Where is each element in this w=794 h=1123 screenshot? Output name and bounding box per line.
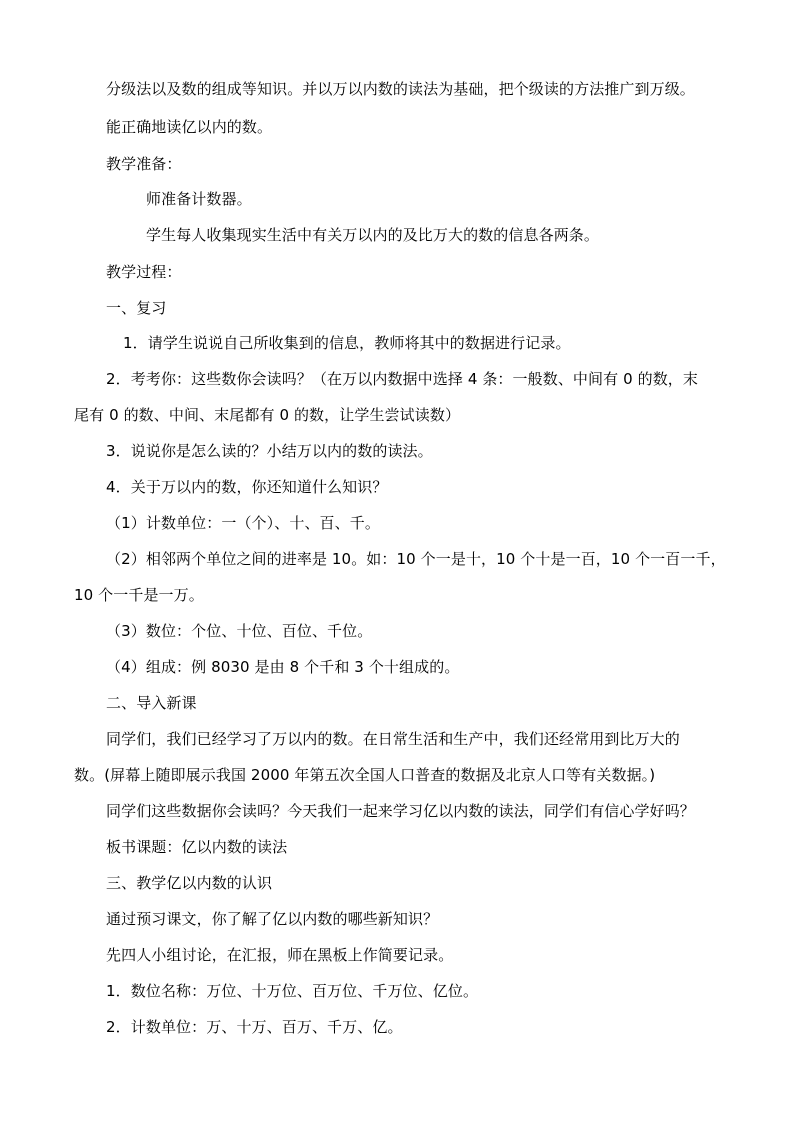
section-heading: 二、导入新课 (106, 694, 197, 712)
text-line: 同学们这些数据你会读吗？今天我们一起来学习亿以内数的读法，同学们有信心学好吗？ (106, 802, 695, 820)
list-item: 1．数位名称：万位、十万位、百万位、千万位、亿位。 (106, 982, 479, 1000)
list-item: 4．关于万以内的数，你还知道什么知识？ (106, 478, 388, 496)
text-line: 尾有 0 的数、中间、末尾都有 0 的数，让学生尝试读数） (74, 406, 461, 424)
text-line: 师准备计数器。 (146, 190, 252, 208)
text-line: 10 个一千是一万。 (74, 586, 204, 604)
text-line: 数。(屏幕上随即展示我国 2000 年第五次全国人口普查的数据及北京人口等有关数据。) (74, 766, 656, 784)
text-line: 通过预习课文，你了解了亿以内数的哪些新知识？ (106, 910, 439, 928)
list-item: 2．计数单位：万、十万、百万、千万、亿。 (106, 1018, 403, 1036)
list-item: 1．请学生说说自己所收集到的信息，教师将其中的数据进行记录。 (123, 334, 571, 352)
list-item: （3）数位：个位、十位、百位、千位。 (106, 622, 373, 640)
list-item: （2）相邻两个单位之间的进率是 10。如：10 个一是十，10 个十是一百，10 个一百一千， (106, 550, 726, 568)
section-heading: 一、复习 (106, 299, 167, 317)
list-item: （1）计数单位：一（个）、十、百、千。 (106, 514, 380, 532)
text-line: 先四人小组讨论，在汇报，师在黑板上作简要记录。 (106, 946, 454, 964)
list-item: （4）组成：例 8030 是由 8 个千和 3 个十组成的。 (106, 658, 460, 676)
section-heading: 三、教学亿以内数的认识 (106, 874, 273, 892)
section-heading: 教学过程： (106, 263, 182, 281)
text-line: 分级法以及数的组成等知识。并以万以内数的读法为基础，把个级读的方法推广到万级。 (106, 80, 695, 98)
list-item: 3．说说你是怎么读的？小结万以内的数的读法。 (106, 442, 433, 460)
text-line: 学生每人收集现实生活中有关万以内的及比万大的数的信息各两条。 (146, 226, 600, 244)
list-item: 2．考考你：这些数你会读吗？（在万以内数据中选择 4 条：一般数、中间有 0 的数，末 (106, 370, 699, 388)
text-line: 板书课题：亿以内数的读法 (106, 838, 288, 856)
section-heading: 教学准备： (106, 155, 182, 173)
text-line: 能正确地读亿以内的数。 (106, 118, 273, 136)
text-line: 同学们，我们已经学习了万以内的数。在日常生活和生产中，我们还经常用到比万大的 (106, 730, 680, 748)
